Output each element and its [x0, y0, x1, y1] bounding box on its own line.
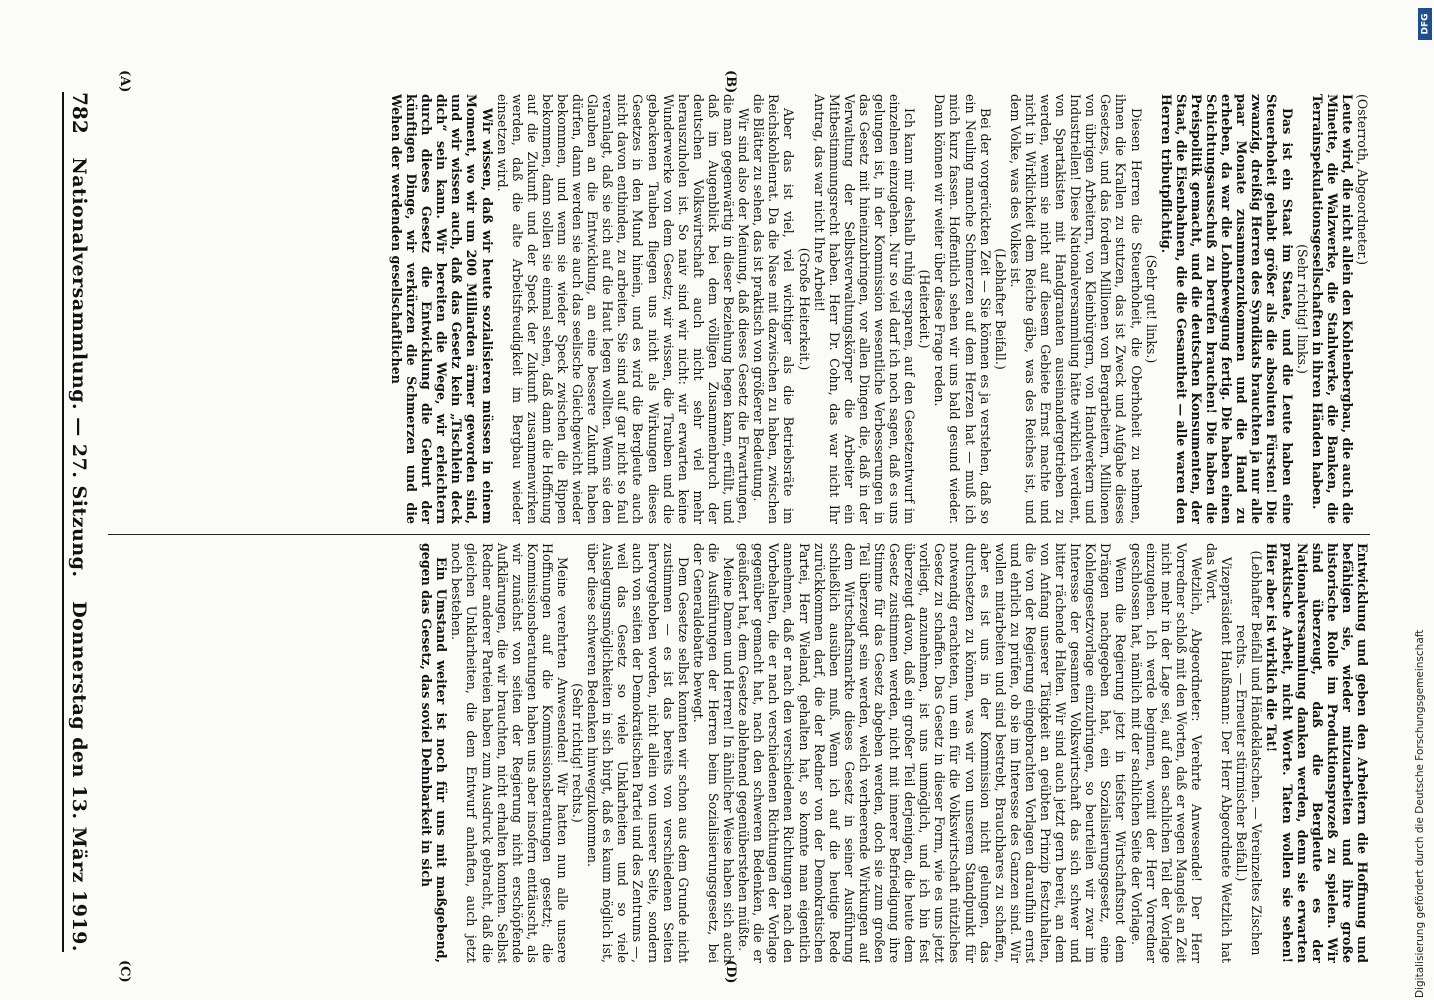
paragraph: Wetzlich, Abgeordneter: Verehrte Anwesende! Der Herr Vorredner schloß mit den Worten, daß er wegen Mangels an Zeit nicht mehr in der Lage sei, auf den sachlichen Teil der Vorlage einzugehen. Ich werde beginnen, womit der Herr Vorredner geschlossen hat, nämlich mit der sachlichen Seite der Vorlage. — [1128, 543, 1204, 963]
paragraph: Meine Damen und Herren! In ähnlicher Weise haben sich auch die Ausführungen der Herren beim Sozialisierungsgesetz, bei der Generaldebatte bewegt. — [690, 543, 737, 963]
interjection: (Große Heiterkeit.) — [796, 247, 812, 371]
paragraph: Entwicklung und geben den Arbeitern die Hoffnung und befähigen sie, wieder mitzuarbeiten und ihre große historische Rolle im Produktionsprozeß zu spielen. Wir sind überzeugt, daß die Bergleute es der Nationalversammlung danken werden, denn sie erwarten praktische Arbeit, nicht Worte. Taten wollen sie sehen! Hier aber ist wirklich die Tat! — [1264, 543, 1370, 963]
speaker-announcement: Vizepräsident Haußmann: Der Herr Abgeordnete Wetzlich hat das Wort. — [1204, 543, 1235, 963]
speaker-heading: (Osterroth, Abgeordneter.) — [1355, 94, 1370, 265]
paragraph: Leute wird, die nicht allein den Kohlenbergbau, die auch die Minette, die Walzwerke, die Stahlwerke, die Banken, die Terrainspekulationsgesellschaften in ihren Händen haben. — [1309, 94, 1355, 524]
paragraph: Das ist ein Staat im Staate, und die Leute haben eine Steuerhoheit gehabt größer als die absoluten Fürsten! Die zwanzig, dreißig Herren des Syndikats brauchten ja nur alle paar Monate zusammenzukommen und die Hand zu erheben, da war die Lohnbewegung fertig. Die haben einen Schichtungsausschuß zu berufen brauchen! Die haben die Preispolitik gemacht, und die deutschen Konsumenten, der Staat, die Eisenbahnen, die die Gesamtheit — alle waren den Herren tributpflichtig. — [1158, 94, 1295, 524]
paragraph: Diesen Herren die Steuerhoheit, die Oberhoheit zu nehmen, ihnen die Krallen zu stutzen, das ist Zweck und Aufgabe dieses Gesetzes, und das fordern Millionen von Bergarbeitern, Millionen von übrigen Arbeitern, von Kleinbürgern, von Handwerkern und Industriellen! Diese Nationalversammlung hätte wirklich verdient, von Spartakisten mit Handgranaten auseinandergetrieben zu werden, wenn sie nicht auf diesem Gebiete Ernst machte und nicht in Wirklichkeit dem Reiche gäbe, was des Reiches ist, und dem Volke, was des Volkes ist. — [1007, 94, 1144, 524]
paragraph: Meine verehrten Anwesenden! Wir hatten nun alle unsere Hoffnungen auf die Kommissionsberatungen gesetzt; die Kommissionsberatungen haben uns aber insofern enttäuscht, als wir zunächst von seiten der Regierung nicht erschöpfende Aufklärungen, die wir brauchten, nicht erhalten konnten. Selbst Redner anderer Parteien haben zum Ausdruck gebracht, daß die gleichen Unklarheiten, die dem Entwurf anhaften, auch jetzt noch bestehen. — [449, 543, 571, 963]
paragraph: Bei der vorgerückten Zeit — Sie können es ja verstehen, daß so ein Neuling manche Schmerzen auf dem Herzen hat — muß ich mich kurz fassen. Hoffentlich sehen wir uns bald gesund wieder. Dann können wir weiter über diese Frage reden. — [932, 94, 993, 524]
margin-mark-a: (A) — [117, 70, 132, 93]
page-number: 782 — [68, 92, 92, 134]
interjection: (Heiterkeit.) — [917, 269, 933, 349]
interjection: (Sehr richtig! rechts.) — [570, 683, 586, 823]
interjection: (Sehr richtig! links.) — [1294, 244, 1310, 374]
paragraph: Aber das ist viel, viel wichtiger als die Betriebsräte im Reichskohlenrat. Da die Nase mit dazwischen zu haben, zwischen die Blätter zu sehen, das ist praktisch von größerer Bedeutung. — [751, 94, 797, 524]
margin-mark-b: (B) — [723, 70, 738, 94]
interjection: (Sehr gut! links.) — [1143, 254, 1159, 364]
header-title-right: Donnerstag den 13. März 1919. — [68, 601, 90, 952]
paragraph: Wir wissen, daß wir heute sozialisieren müssen in einem Moment, wo wir um 200 Milliarden ärmer geworden sind, und wir wissen auch, daß das Gesetz kein „Tischlein deck dich“ sein kann. Wir bereiten die Wege, wir erleichtern durch dieses Gesetz die Entwicklung die Geburt der künftigen Dinge, wir verkürzen die Schmerzen und die Wehen der werdenden gesellschaftlichen — [389, 94, 495, 524]
page-header — [62, 92, 100, 952]
digitization-credit — [1412, 8, 1432, 998]
interjection: (Lebhafter Beifall.) — [992, 248, 1008, 370]
paragraph: Wir sind also der Meinung, daß dieses Gesetz die Erwartungen, die man gegenwärtig in dieser Beziehung hegen kann, erfüllt, und daß im Augenblick bei dem völligen Zusammenbruch der deutschen Volkswirtschaft auch nicht sehr viel mehr herauszuholen ist. So naiv sind wir nicht: wir erwarten keine Wunderwerke von dem Gesetz; wir wissen, die Trauben und die gebackenen Tauben fliegen uns nicht als Wirkungen dieses Gesetzes in den Mund hinein, und es wird die Bergleute auch nicht davon entbinden, zu arbeiten. Sie sind auf gar nicht so faul veranlagt, daß sie sich auf die Haut legen wollten. Wenn sie den Glauben an die Entwicklung, an eine bessere Zukunft haben dürfen, dann werden sie auch das seelische Gleichgewicht wieder bekommen, und wenn sie wieder Speck zwischen die Rippen bekommen, dann sollen sie einmal sehen, daß dann die Hoffnung auf die Zukunft und der Speck der Zukunft zusammenwirken werden, daß die alte Arbeitsfreudigkeit im Bergbau wieder einsetzen wird. — [494, 94, 752, 524]
right-column — [108, 534, 1370, 963]
margin-mark-c: (C) — [117, 960, 132, 983]
paragraph: Ein Umstand weiter ist noch für uns mit maßgebend, gegen das Gesetz, das soviel Dehnbarkeit in sich — [419, 543, 450, 963]
dfg-logo-label: DFG — [1420, 13, 1431, 35]
paragraph: Dem Gesetze selbst konnten wir schon aus dem Grunde nicht zustimmen — es ist das bereits von verschiedenen Seiten hervorgehoben worden, nicht allein von unserer Seite, sondern auch von seiten der Demokratischen Partei und des Zentrums —, weil das Gesetz so viele Unklarheiten und so viele Auslegungsmöglichkeiten in sich birgt, daß es kaum möglich ist, über diese schweren Bedenken hinwegzukommen. — [585, 543, 691, 963]
paragraph: Ich kann mir deshalb ruhig ersparen, auf den Gesetzentwurf im einzelnen einzugehen. Nur so viel darf ich noch sagen, daß es uns gelungen ist, in der Kommission wesentliche Verbesserungen in das Gesetz mit hineinzubringen, vor allen Dingen die, daß in der Verwaltung der Selbstverwaltungskörper die Arbeiter ein Mitbestimmungsrecht haben. Herr Dr. Cohn, das war nicht Ihr Antrag, das war nicht Ihre Arbeit! — [811, 94, 918, 524]
interjection: (Lebhafter Beifall und Händeklatschen. — Vereinzeltes Zischen rechts. — Erneuter stürmischer Beifall.) — [1234, 550, 1265, 956]
margin-mark-d: (D) — [723, 960, 738, 984]
left-column — [108, 94, 1370, 524]
header-title-left: Nationalversammlung. — 27. Sitzung. — [68, 157, 90, 578]
digitization-credit-text: Digitalisierung gefördert durch die Deutsche Forschungsgemeinschaft — [1414, 629, 1426, 998]
paragraph: Wenn die Regierung jetzt in tiefster Wirtschaftsnot dem Drängen nachgegeben hat, ein Sozialisierungsgesetz, eine Kohlengesetzvorlage einzubringen, so beurteilen wir zwar im Interesse der gesamten Volkswirtschaft das sich schwer und bitter rächende Halten. Wir sind auch jetzt gern bereit, an dem von Anfang unserer Tätigkeit an geübten Prinzip festzuhalten, die von der Regierung eingebrachten Vorlagen daraufhin ernst und ehrlich zu prüfen, ob sie im Interesse des Ganzen sind. Wir wollen mitarbeiten und sind bestrebt, Brauchbares zu schaffen, aber es ist uns in der Kommission nicht gelungen, das durchsetzen zu können, was wir von unserem Standpunkt für notwendig erachteten, um ein für die Volkswirtschaft nützliches Gesetz zu schaffen. Das Gesetz in dieser Form, wie es uns jetzt vorliegt, anzunehmen, ist uns unmöglich, und ich bin fest überzeugt davon, daß ein großer Teil derjenigen, die heute dem Gesetz zustimmen werden, nicht mit innerer Befriedigung ihre Stimme für das Gesetz abgeben werden, doch sie zum großen Teil überzeugt sein werden, welch verheerende Wirkungen auf dem Wirtschaftsmarkte dieses Gesetz in seiner Ausführung schließlich ausüben muß. Wenn ich auf die heutige Rede zurückkommen darf, die der Redner von der Demokratischen Partei, Herr Wieland, gehalten hat, so konnte man eigentlich annehmen, daß er nach den verschiedenen Richtungen nach den Vorbehalten, die er nach verschiedenen Richtungen der Vorlage gegenüber gemacht hat, nach den schweren Bedenken, die er geäußert hat, dem Gesetze ablehnend gegenüberstehen müßte. — [736, 543, 1129, 963]
